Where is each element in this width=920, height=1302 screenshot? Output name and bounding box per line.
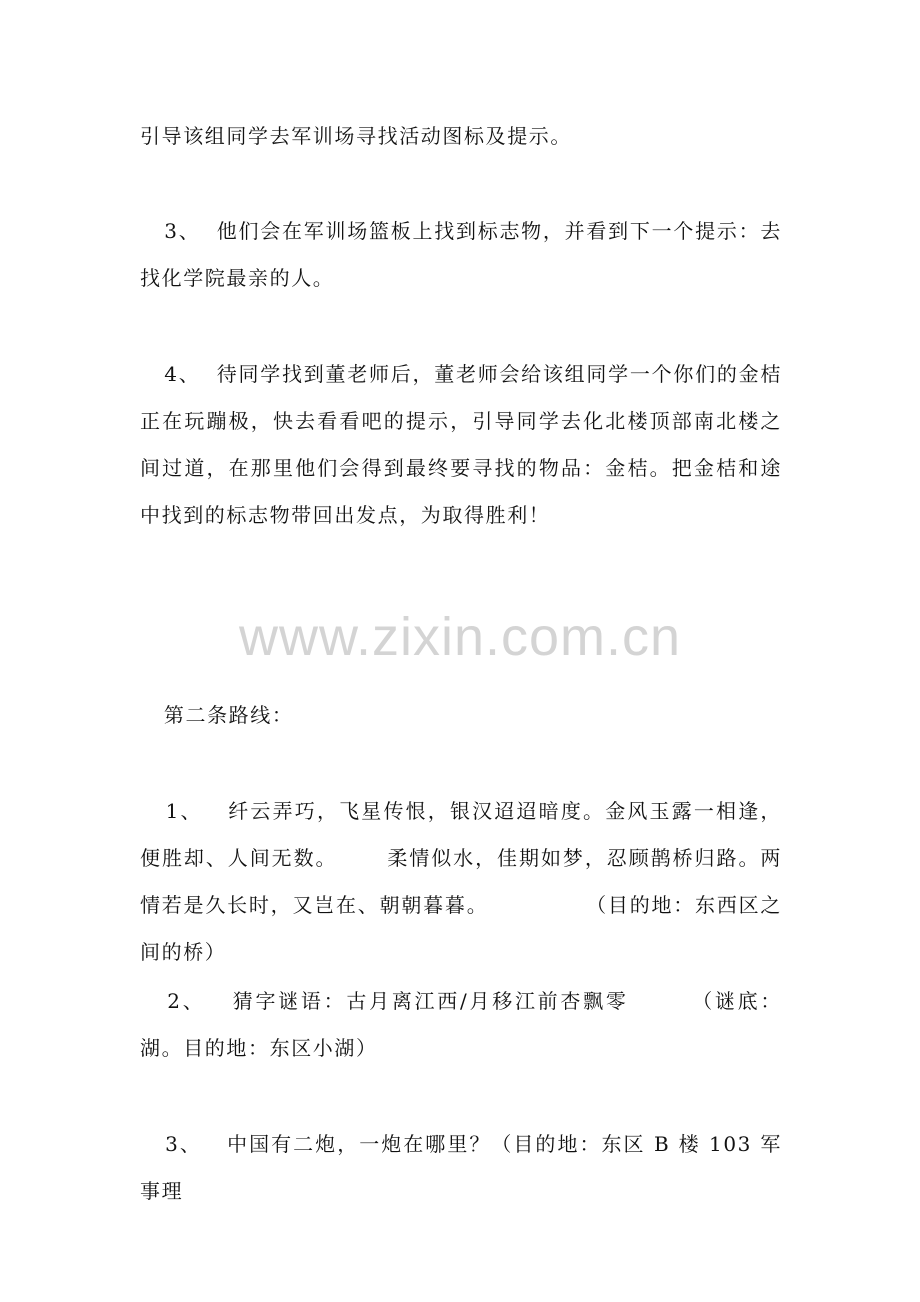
paragraph-continuation: 引导该组同学去军训场寻找活动图标及提示。 [140, 124, 572, 148]
watermark: www.zixin.com.cn [238, 607, 682, 667]
section-heading-route-2: 第二条路线： [140, 703, 294, 727]
paragraph-route2-item-1: 1、 纤云弄巧，飞星传恨，银汉迢迢暗度。金风玉露一相逢，便胜却、人间无数。 柔情似水，佳期如梦，忍顾鹊桥归路。两情若是久长时，又岂在、朝朝暮暮。 （目的地：东西区之间的桥） [140, 799, 782, 964]
paragraph-route2-item-2: 2、 猜字谜语：古月离江西/月移江前杏飘零 （谜底：湖。目的地：东区小湖） [140, 989, 782, 1060]
paragraph-route2-item-3: 3、 中国有二炮，一炮在哪里？（目的地：东区 B 楼 103 军事理 [140, 1132, 782, 1203]
paragraph-step-4: 4、 待同学找到董老师后，董老师会给该组同学一个你们的金桔正在玩蹦极，快去看看吧的提示，引导同学去化北楼顶部南北楼之间过道，在那里他们会得到最终要寻找的物品：金桔。把金桔和途中找到的标志物带回出发点，为取得胜利！ [140, 362, 782, 527]
paragraph-step-3: 3、 他们会在军训场篮板上找到标志物，并看到下一个提示：去找化学院最亲的人。 [140, 219, 782, 290]
